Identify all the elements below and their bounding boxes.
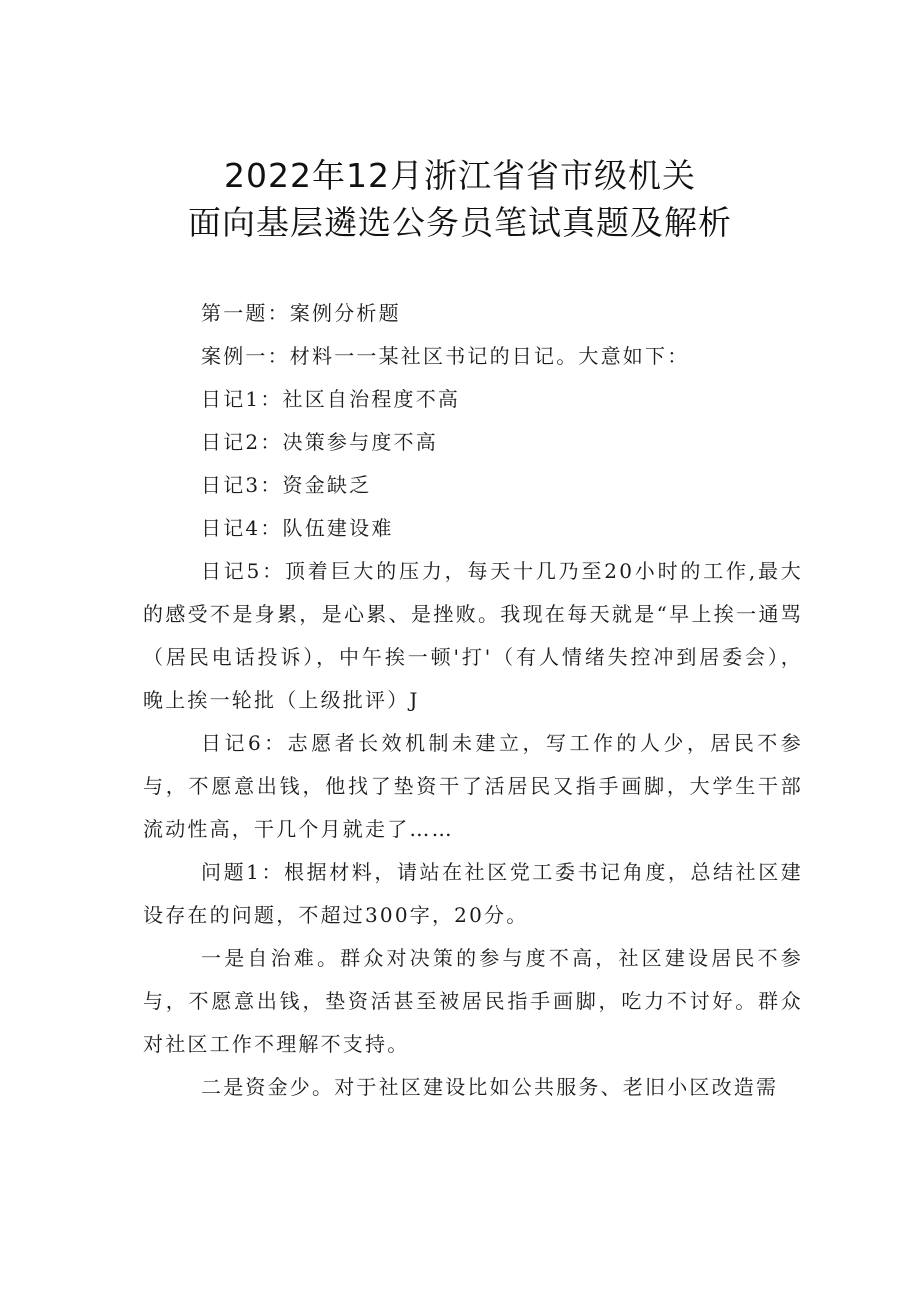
diary-entry-3: 日记3：资金缺乏 [201, 473, 372, 497]
answer-point-1: 一是自治难。群众对决策的参与度不高，社区建设居民不参与，不愿意出钱，垫资活甚至被居民指手画脚，吃力不讨好。群众对社区工作不理解不支持。 [143, 946, 803, 1056]
title-line-1: 2022年12月浙江省省市级机关 [224, 156, 696, 195]
document-body [143, 292, 803, 1109]
diary-entry-1: 日记1：社区自治程度不高 [201, 387, 461, 411]
question-1: 问题1：根据材料，请站在社区党工委书记角度，总结社区建设存在的问题，不超过300字，20分。 [143, 860, 803, 927]
case-intro-paragraph: 案例一：材料一一某社区书记的日记。大意如下： [201, 344, 690, 368]
diary-entry-4: 日记4：队伍建设难 [201, 516, 394, 540]
diary-entry-5: 日记5：顶着巨大的压力，每天十几乃至20小时的工作,最大的感受不是身累，是心累、是挫败。我现在每天就是“早上挨一通骂（居民电话投诉），中午挨一顿'打'（有人情绪失控冲到居委会），晚上挨一轮批（上级批评）J [143, 559, 803, 712]
document-title [0, 152, 920, 246]
answer-point-2: 二是资金少。对于社区建设比如公共服务、老旧小区改造需 [201, 1075, 779, 1099]
title-line-2: 面向基层遴选公务员笔试真题及解析 [188, 203, 732, 242]
diary-entry-6: 日记6：志愿者长效机制未建立，写工作的人少，居民不参与，不愿意出钱，他找了垫资干了活居民又指手画脚，大学生干部流动性高，干几个月就走了…… [143, 731, 803, 841]
section-heading: 第一题：案例分析题 [201, 301, 401, 325]
diary-entry-2: 日记2：决策参与度不高 [201, 430, 438, 454]
